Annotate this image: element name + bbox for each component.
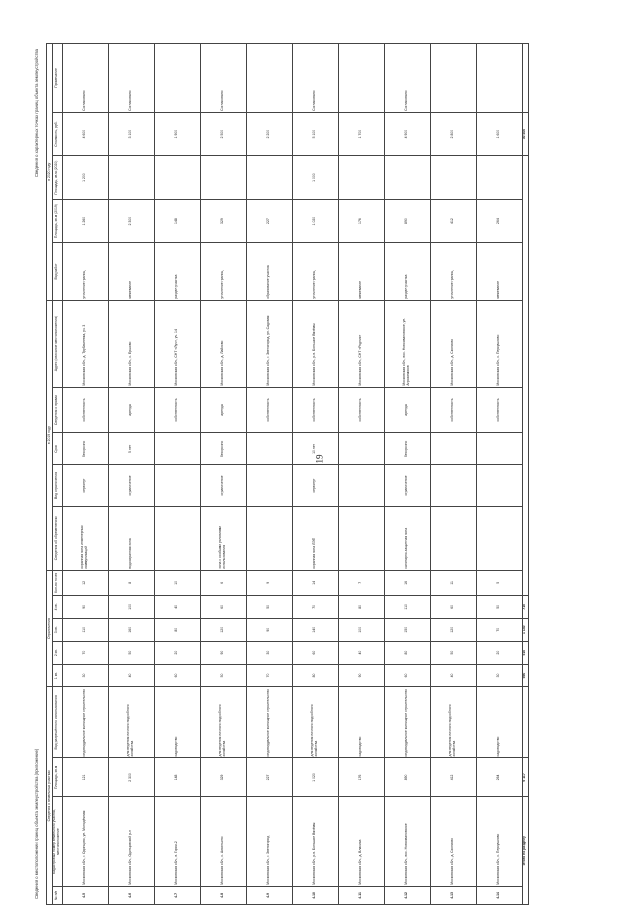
cell-a20 <box>246 156 292 200</box>
cell-encumbrance <box>246 506 292 570</box>
cell-points: 7 <box>338 570 384 595</box>
table-row <box>246 44 292 905</box>
totals-area: 6 117 <box>522 758 528 797</box>
cell-area: 890 <box>384 758 430 797</box>
cell-points: 12 <box>62 570 108 595</box>
cell-location: Московская обл., д. Сколково <box>430 797 476 886</box>
totals-label: Итого по разделу <box>522 797 528 905</box>
cell-area: 264 <box>476 758 522 797</box>
column-header: Вид ограничения <box>52 465 62 506</box>
cell-use: для ведения личного подсобного хозяйства <box>430 687 476 758</box>
cell-area: 412 <box>430 758 476 797</box>
cell-a20: 1 200 <box>62 156 108 200</box>
cell-location: Московская обл., г. Звенигород <box>246 797 292 886</box>
cell-q1: 40 <box>108 664 154 687</box>
cell-rights: собственность <box>154 387 200 433</box>
cell-q1: 60 <box>384 664 430 687</box>
cell-location: Московская обл., п. Горки-2 <box>154 797 200 886</box>
cell-encumbrance <box>430 506 476 570</box>
cell-a20: 1 000 <box>292 156 338 200</box>
column-header: Сведения о правах <box>52 387 62 433</box>
cell-no: 4.14 <box>476 886 522 904</box>
cell-rights: собственность <box>62 387 108 433</box>
cell-work: образование участка <box>246 243 292 300</box>
cell-points: 14 <box>292 570 338 595</box>
cell-a20 <box>154 156 200 200</box>
cell-rights: аренда <box>108 387 154 433</box>
totals-empty <box>522 44 528 113</box>
column-header: Примечание <box>52 44 62 113</box>
cell-a19: 227 <box>246 199 292 243</box>
cell-q2: 40 <box>338 641 384 664</box>
cell-a19: 890 <box>384 199 430 243</box>
totals-row <box>522 44 528 905</box>
column-header: Сведения об обременениях <box>52 506 62 570</box>
cell-a19: 2 300 <box>108 199 154 243</box>
column-header: Кадастровый номер земельного участка, местоположение <box>52 797 62 886</box>
column-header: Вид разрешённого использования <box>52 687 62 758</box>
cell-note: Согласовано <box>200 44 246 113</box>
totals-q2: 510 <box>522 641 528 664</box>
table-row <box>338 44 384 905</box>
cell-a20 <box>430 156 476 200</box>
cell-q2: 20 <box>154 641 200 664</box>
cell-cost: 5 100 <box>292 112 338 156</box>
totals-q1: 550 <box>522 664 528 687</box>
cell-note: Согласовано <box>62 44 108 113</box>
cell-encumbrance <box>154 506 200 570</box>
cell-points: 6 <box>200 570 246 595</box>
cell-work: уточнение границ <box>292 243 338 300</box>
cell-term: бессрочно <box>62 433 108 465</box>
group-header: в 2020 году <box>47 44 53 301</box>
cell-work: уточнение границ <box>62 243 108 300</box>
cell-no: 4.6 <box>108 886 154 904</box>
cell-use: садоводство <box>338 687 384 758</box>
cell-area: 176 <box>338 758 384 797</box>
table-row <box>430 44 476 905</box>
cell-q4: 100 <box>108 595 154 618</box>
totals-empty <box>522 156 528 596</box>
cell-q4: 110 <box>384 595 430 618</box>
cell-q1: 70 <box>246 664 292 687</box>
cell-restriction <box>338 465 384 506</box>
cell-q3: 90 <box>246 618 292 641</box>
cell-q2: 60 <box>292 641 338 664</box>
cell-term: бессрочно <box>384 433 430 465</box>
cell-q3: 110 <box>62 618 108 641</box>
cell-term <box>154 433 200 465</box>
group-header: Ограничения <box>47 570 53 687</box>
table-row <box>108 44 154 905</box>
cell-q3: 120 <box>430 618 476 641</box>
cell-address: Московская обл., г. Звенигород, ул. Садовая <box>246 300 292 387</box>
cell-q2: 30 <box>246 641 292 664</box>
cell-address: Московская обл., д. Трубачеевка, уч. 3 <box>62 300 108 387</box>
column-header: Адрес (описание местоположения) <box>52 300 62 387</box>
cell-a19: 176 <box>338 199 384 243</box>
column-header: Площадь, кв.м <box>52 758 62 797</box>
cell-location: Московская обл., д. Власиха <box>338 797 384 886</box>
cell-q1: 60 <box>154 664 200 687</box>
cell-q3: 80 <box>154 618 200 641</box>
cell-q2: 50 <box>430 641 476 664</box>
cell-note: Согласовано <box>108 44 154 113</box>
cell-rights: аренда <box>200 387 246 433</box>
cell-a20 <box>108 156 154 200</box>
table-row <box>154 44 200 905</box>
cell-term: 10 лет <box>292 433 338 465</box>
cell-area: 2 300 <box>108 758 154 797</box>
cell-address: Московская обл., д. Сколково <box>430 300 476 387</box>
column-header: Стоимость, руб. <box>52 112 62 156</box>
header-left: Сведения о местоположении границ объекта землеустройства (приложение) <box>34 748 39 899</box>
cell-q2: 70 <box>62 641 108 664</box>
cell-use: индивидуальное жилищное строительство <box>384 687 430 758</box>
cell-rights: собственность <box>292 387 338 433</box>
cell-term <box>430 433 476 465</box>
cell-area: 148 <box>154 758 200 797</box>
totals-q3: 1 140 <box>522 618 528 641</box>
cell-restriction: ограничение <box>384 465 430 506</box>
cell-restriction: ограничение <box>108 465 154 506</box>
cell-cost: 4 900 <box>384 112 430 156</box>
column-header: № п/п <box>52 886 62 904</box>
cell-area: 329 <box>200 758 246 797</box>
table-row <box>200 44 246 905</box>
cell-a19: 412 <box>430 199 476 243</box>
cell-q4: 60 <box>200 595 246 618</box>
cell-address: Московская обл., СНТ «Родник» <box>338 300 384 387</box>
cell-cost: 1 700 <box>338 112 384 156</box>
cell-term <box>246 433 292 465</box>
cell-q2: 20 <box>476 641 522 664</box>
cell-location: Московская обл., г. Одинцово, ул. Молодёжная <box>62 797 108 886</box>
cell-q2: 50 <box>108 641 154 664</box>
column-header-row <box>52 44 62 905</box>
cell-q2: 80 <box>384 641 430 664</box>
cell-points: 8 <box>108 570 154 595</box>
register-body <box>62 44 522 905</box>
cell-encumbrance <box>338 506 384 570</box>
cell-address: Московская обл., р.п. Большие Вязёмы <box>292 300 338 387</box>
cell-note <box>246 44 292 113</box>
cell-q1: 90 <box>338 664 384 687</box>
cell-rights: собственность <box>430 387 476 433</box>
cell-work: уточнение границ <box>200 243 246 300</box>
cell-q4: 90 <box>62 595 108 618</box>
cell-cost: 1 600 <box>476 112 522 156</box>
column-header: Вид работ <box>52 243 62 300</box>
cell-q1: 40 <box>430 664 476 687</box>
cell-restriction <box>476 465 522 506</box>
cell-q3: 140 <box>292 618 338 641</box>
column-header: 2 кв. <box>52 641 62 664</box>
cell-q3: 120 <box>200 618 246 641</box>
cell-q4: 50 <box>246 595 292 618</box>
cell-restriction: сервитут <box>62 465 108 506</box>
cell-use: индивидуальное жилищное строительство <box>62 687 108 758</box>
cell-cost: 2 500 <box>200 112 246 156</box>
cell-use: садоводство <box>476 687 522 758</box>
cell-use: индивидуальное жилищное строительство <box>246 687 292 758</box>
cell-encumbrance: санитарно-защитная зона <box>384 506 430 570</box>
cell-location: Московская обл., с. Перхушково <box>476 797 522 886</box>
cell-a20 <box>200 156 246 200</box>
cell-work: межевание <box>338 243 384 300</box>
totals-q4: 710 <box>522 595 528 618</box>
cell-points: 5 <box>476 570 522 595</box>
cell-term: бессрочно <box>200 433 246 465</box>
table-row <box>292 44 338 905</box>
cell-a19: 264 <box>476 199 522 243</box>
cell-encumbrance: зона с особыми условиями использования <box>200 506 246 570</box>
totals-empty <box>522 687 528 758</box>
cell-q4: 70 <box>292 595 338 618</box>
column-header: 1 кв. <box>52 664 62 687</box>
table-row <box>384 44 430 905</box>
cell-note <box>430 44 476 113</box>
cell-points: 9 <box>246 570 292 595</box>
totals-cost: 30 400 <box>522 112 528 156</box>
cell-no: 4.7 <box>154 886 200 904</box>
cell-note <box>154 44 200 113</box>
column-header: Кол-во точек <box>52 570 62 595</box>
cell-area: 227 <box>246 758 292 797</box>
cell-address: Московская обл., с. Перхушково <box>476 300 522 387</box>
cell-points: 10 <box>154 570 200 595</box>
cell-q1: 30 <box>476 664 522 687</box>
group-header: Сведения о земельных участках <box>47 687 53 905</box>
cell-a20 <box>338 156 384 200</box>
cell-q3: 70 <box>476 618 522 641</box>
cell-q4: 60 <box>430 595 476 618</box>
cell-q4: 50 <box>476 595 522 618</box>
cell-use: для ведения личного подсобного хозяйства <box>292 687 338 758</box>
cell-q4: 40 <box>154 595 200 618</box>
cell-q4: 80 <box>338 595 384 618</box>
cell-note: Согласовано <box>292 44 338 113</box>
header-right: Сведения о характерных точках границ объекта землеустройства <box>34 49 39 178</box>
cell-area: 1 020 <box>292 758 338 797</box>
cell-q3: 150 <box>384 618 430 641</box>
cell-area: 121 <box>62 758 108 797</box>
cell-location: Московская обл., с. Аксиньино <box>200 797 246 886</box>
cell-address: Московская обл., д. Лайково <box>200 300 246 387</box>
cell-no: 4.11 <box>338 886 384 904</box>
cell-no: 4.8 <box>200 886 246 904</box>
cell-q2: 90 <box>200 641 246 664</box>
cell-encumbrance: охранная зона ЛЭП <box>292 506 338 570</box>
rotated-sheet <box>32 43 608 905</box>
page-number-text: 19 <box>314 454 324 464</box>
cell-q3: 160 <box>108 618 154 641</box>
cell-use: для ведения личного подсобного хозяйства <box>108 687 154 758</box>
cell-no: 4.13 <box>430 886 476 904</box>
cell-location: Московская обл., Одинцовский р-н <box>108 797 154 886</box>
cell-address: Московская обл., пос. Новоивановское, ул. Агрохимиков <box>384 300 430 387</box>
cell-note <box>338 44 384 113</box>
cell-term: 5 лет <box>108 433 154 465</box>
sheet-title-band <box>32 43 46 905</box>
cell-rights: собственность <box>338 387 384 433</box>
column-header: Площадь, кв.м (2020) <box>52 156 62 200</box>
cell-location: Московская обл., пос. Новоивановское <box>384 797 430 886</box>
cell-a19: 148 <box>154 199 200 243</box>
table-row <box>476 44 522 905</box>
cell-encumbrance <box>476 506 522 570</box>
cell-points: 11 <box>430 570 476 595</box>
cell-a19: 1 260 <box>62 199 108 243</box>
cell-cost: 2 200 <box>246 112 292 156</box>
cell-work: межевание <box>108 243 154 300</box>
cell-work: раздел участка <box>154 243 200 300</box>
cell-encumbrance: охранная зона инженерных коммуникаций <box>62 506 108 570</box>
cell-cost: 3 100 <box>108 112 154 156</box>
cell-q1: 50 <box>200 664 246 687</box>
cell-a19: 1 020 <box>292 199 338 243</box>
cell-no: 4.12 <box>384 886 430 904</box>
cell-rights: собственность <box>476 387 522 433</box>
cell-restriction <box>246 465 292 506</box>
cell-note <box>476 44 522 113</box>
cell-q3: 100 <box>338 618 384 641</box>
cell-q1: 30 <box>62 664 108 687</box>
cell-work: раздел участка <box>384 243 430 300</box>
column-header: 3 кв. <box>52 618 62 641</box>
cell-location: Московская обл., р.п. Большие Вязёмы <box>292 797 338 886</box>
cell-no: 4.5 <box>62 886 108 904</box>
table-row <box>62 44 108 905</box>
register-table <box>46 43 529 905</box>
cell-a20 <box>384 156 430 200</box>
cell-restriction: сервитут <box>292 465 338 506</box>
cell-restriction: ограничение <box>200 465 246 506</box>
group-header: в 2019 году <box>47 300 53 570</box>
cell-address: Московская обл., с. Ершово <box>108 300 154 387</box>
cell-rights: собственность <box>246 387 292 433</box>
column-header: 4 кв. <box>52 595 62 618</box>
cell-restriction <box>430 465 476 506</box>
cell-no: 4.9 <box>246 886 292 904</box>
column-header: Площадь, кв.м (2019) <box>52 199 62 243</box>
cell-term <box>476 433 522 465</box>
cell-a19: 329 <box>200 199 246 243</box>
column-header: Срок <box>52 433 62 465</box>
cell-cost: 2 800 <box>430 112 476 156</box>
cell-points: 16 <box>384 570 430 595</box>
cell-cost: 1 900 <box>154 112 200 156</box>
cell-cost: 4 600 <box>62 112 108 156</box>
cell-q1: 80 <box>292 664 338 687</box>
cell-term <box>338 433 384 465</box>
cell-use: для ведения личного подсобного хозяйства <box>200 687 246 758</box>
cell-address: Московская обл., СНТ «Луч», уч. 14 <box>154 300 200 387</box>
cell-encumbrance: водоохранная зона <box>108 506 154 570</box>
cell-work: уточнение границ <box>430 243 476 300</box>
cell-restriction <box>154 465 200 506</box>
cell-work: межевание <box>476 243 522 300</box>
cell-no: 4.10 <box>292 886 338 904</box>
cell-use: садоводство <box>154 687 200 758</box>
cell-a20 <box>476 156 522 200</box>
cell-note: Согласовано <box>384 44 430 113</box>
cell-rights: аренда <box>384 387 430 433</box>
